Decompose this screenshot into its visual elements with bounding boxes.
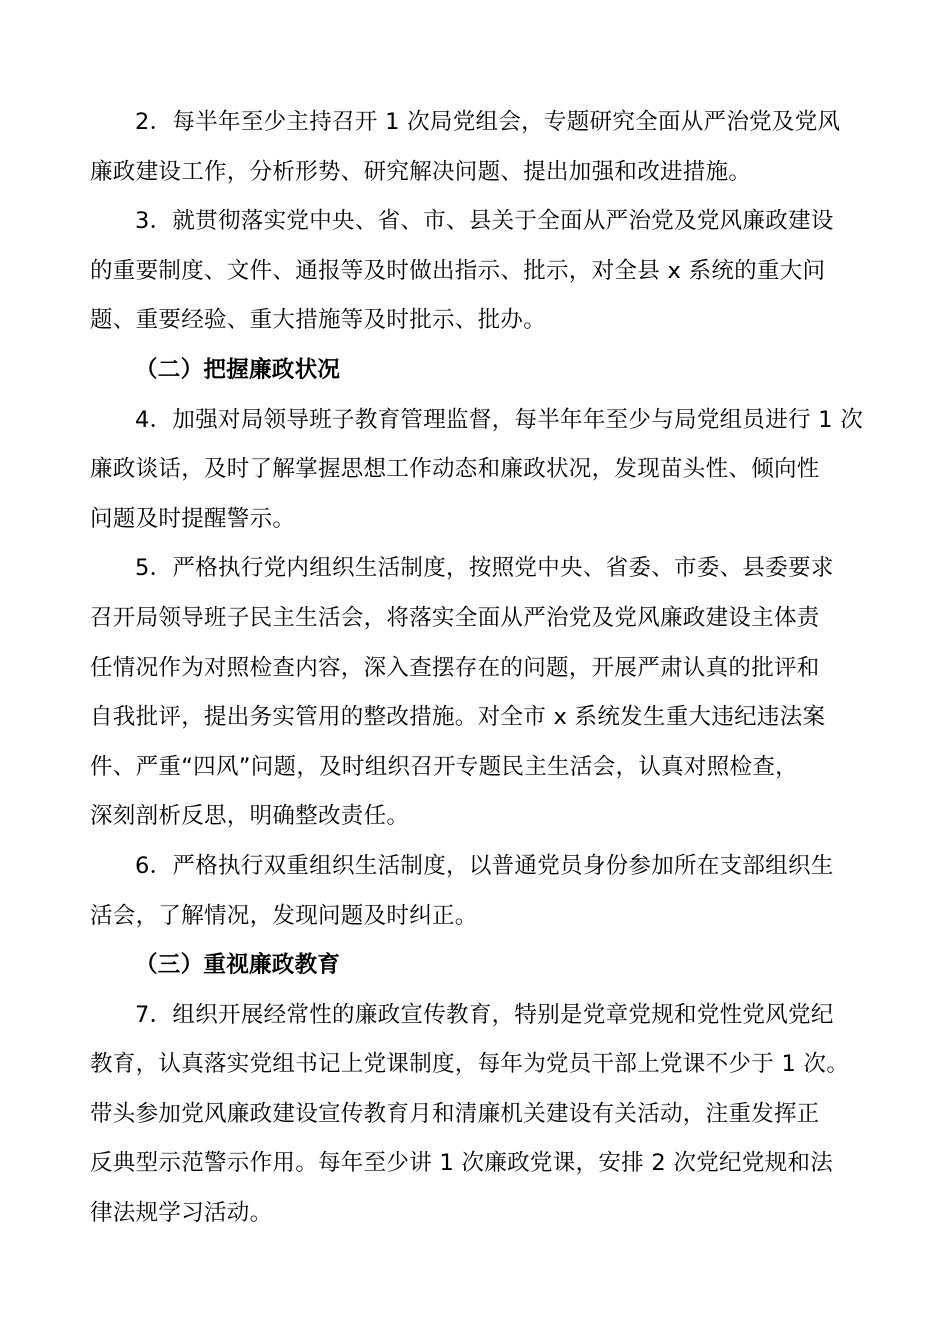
paragraph-line: 深刻剖析反思，明确整改责任。	[90, 803, 410, 830]
paragraph-line: 件、严重“四风”问题，及时组织召开专题民主生活会，认真对照检查，	[90, 753, 798, 780]
paragraph-line: 的重要制度、文件、通报等及时做出指示、批示，对全县 x 系统的重大问	[90, 257, 826, 284]
paragraph-line: 廉政建设工作，分析形势、研究解决问题、提出加强和改进措施。	[90, 158, 752, 185]
paragraph-line: 任情况作为对照检查内容，深入查摆存在的问题，开展严肃认真的批评和	[90, 654, 820, 681]
section-heading: （二）把握廉政状况	[135, 356, 341, 383]
paragraph-line: 2．每半年至少主持召开 1 次局党组会，专题研究全面从严治党及党风	[135, 109, 841, 135]
paragraph-line: 自我批评，提出务实管用的整改措施。对全市 x 系统发生重大违纪违法案	[90, 704, 826, 731]
paragraph-line: 带头参加党风廉政建设宣传教育月和清廉机关建设有关活动，注重发挥正	[90, 1100, 820, 1127]
paragraph-line: 廉政谈话，及时了解掌握思想工作动态和廉政状况，发现苗头性、倾向性	[90, 456, 820, 483]
paragraph-line: 3．就贯彻落实党中央、省、市、县关于全面从严治党及党风廉政建设	[135, 208, 834, 235]
paragraph-line: 4．加强对局领导班子教育管理监督，每半年年至少与局党组员进行 1 次	[135, 406, 864, 433]
document-page	[90, 98, 862, 1239]
paragraph-line: 律法规学习活动。	[90, 1200, 273, 1227]
paragraph-line: 反典型示范警示作用。每年至少讲 1 次廉政党课，安排 2 次党纪党规和法	[90, 1150, 834, 1177]
paragraph-line: 问题及时提醒警示。	[90, 505, 296, 532]
section-heading: （三）重视廉政教育	[135, 952, 341, 979]
paragraph-line: 5．严格执行党内组织生活制度，按照党中央、省委、市委、县委要求	[135, 555, 834, 582]
paragraph-line: 题、重要经验、重大措施等及时批示、批办。	[90, 307, 547, 334]
paragraph-line: 召开局领导班子民主生活会，将落实全面从严治党及党风廉政建设主体责	[90, 604, 820, 631]
paragraph-line: 6．严格执行双重组织生活制度，以普通党员身份参加所在支部组织生	[135, 852, 834, 879]
paragraph-line: 活会，了解情况，发现问题及时纠正。	[90, 902, 478, 929]
paragraph-line: 教育，认真落实党组书记上党课制度，每年为党员干部上党课不少于 1 次。	[90, 1051, 850, 1078]
paragraph-line: 7．组织开展经常性的廉政宣传教育，特别是党章党规和党性党风党纪	[135, 1001, 834, 1028]
